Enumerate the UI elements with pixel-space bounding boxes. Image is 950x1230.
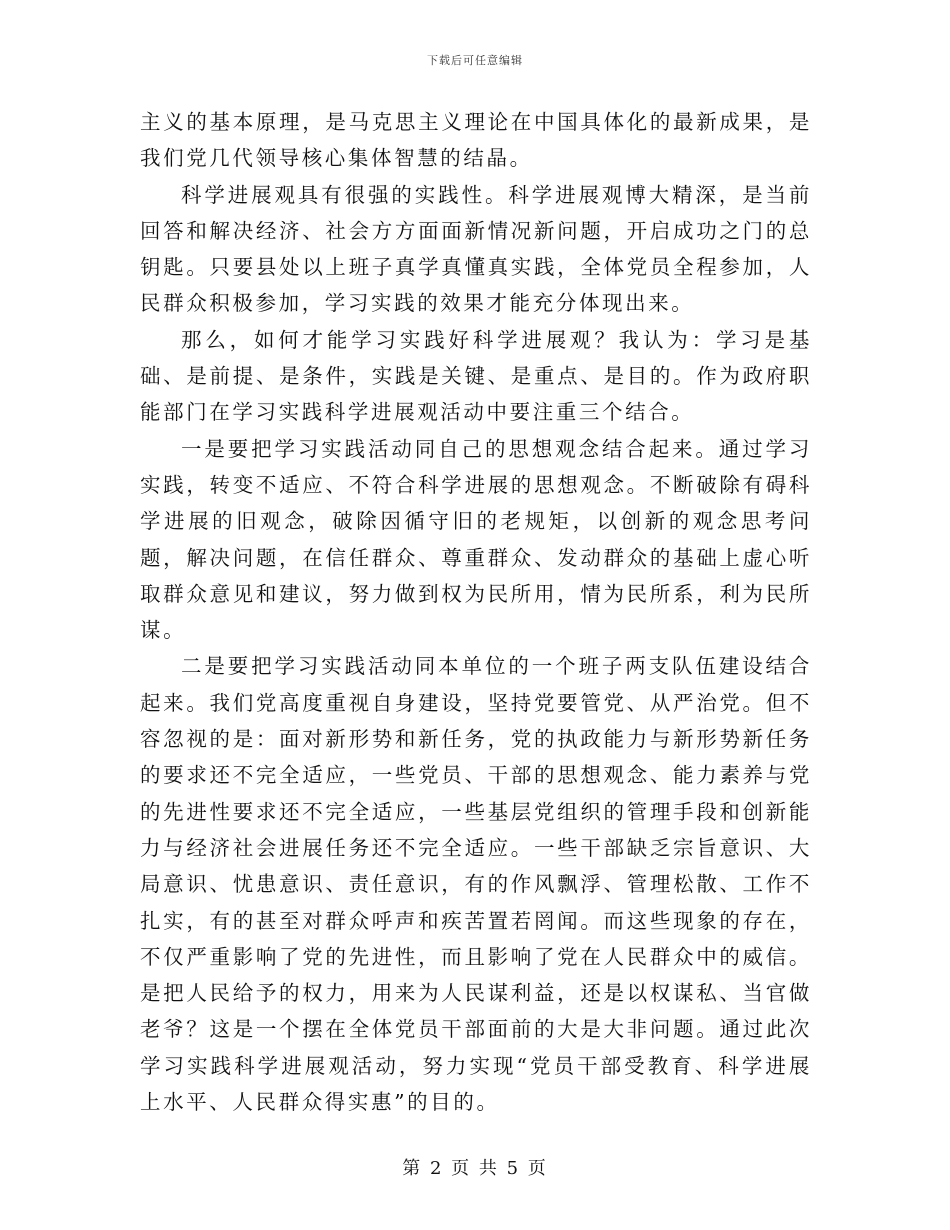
document-body <box>140 104 812 1120</box>
paragraph-how-to-learn: 那么，如何才能学习实践好科学进展观？我认为：学习是基础、是前提、是条件，实践是关键、是重点、是目的。作为政府职能部门在学习实践科学进展观活动中要注重三个结合。 <box>140 327 812 425</box>
page-number: 第 2 页 共 5 页 <box>402 1158 548 1179</box>
page-header: 下载后可任意编辑 <box>427 54 523 67</box>
paragraph-practicality: 科学进展观具有很强的实践性。科学进展观博大精深，是当前回答和解决经济、社会方方面面新情况新问题，开启成功之门的总钥匙。只要县处以上班子真学真懂真实践，全体党员全程参加，人民群众积极参加，学习实践的效果才能充分体现出来。 <box>140 182 812 316</box>
paragraph-continuation: 主义的基本原理，是马克思主义理论在中国具体化的最新成果，是我们党几代领导核心集体智慧的结晶。 <box>140 110 812 171</box>
paragraph-second-combination: 二是要把学习实践活动同本单位的一个班子两支队伍建设结合起来。我们党高度重视自身建设，坚持党要管党、从严治党。但不容忽视的是：面对新形势和新任务，党的执政能力与新形势新任务的要求还不完全适应，一些党员、干部的思想观念、能力素养与党的先进性要求还不完全适应，一些基层党组织的管理手段和创新能力与经济社会进展任务还不完全适应。一些干部缺乏宗旨意识、大局意识、忧患意识、责任意识，有的作风飘浮、管理松散、工作不扎实，有的甚至对群众呼声和疾苦置若罔闻。而这些现象的存在，不仅严重影响了党的先进性，而且影响了党在人民群众中的威信。是把人民给予的权力，用来为人民谋利益，还是以权谋私、当官做老爷？这是一个摆在全体党员干部面前的大是大非问题。通过此次学习实践科学进展观活动，努力实现“党员干部受教育、科学进展上水平、人民群众得实惠”的目的。 <box>140 654 812 1115</box>
paragraph-first-combination: 一是要把学习实践活动同自己的思想观念结合起来。通过学习实践，转变不适应、不符合科学进展的思想观念。不断破除有碍科学进展的旧观念，破除因循守旧的老规矩，以创新的观念思考问题，解决问题，在信任群众、尊重群众、发动群众的基础上虚心听取群众意见和建议，努力做到权为民所用，情为民所系，利为民所谋。 <box>140 436 812 643</box>
